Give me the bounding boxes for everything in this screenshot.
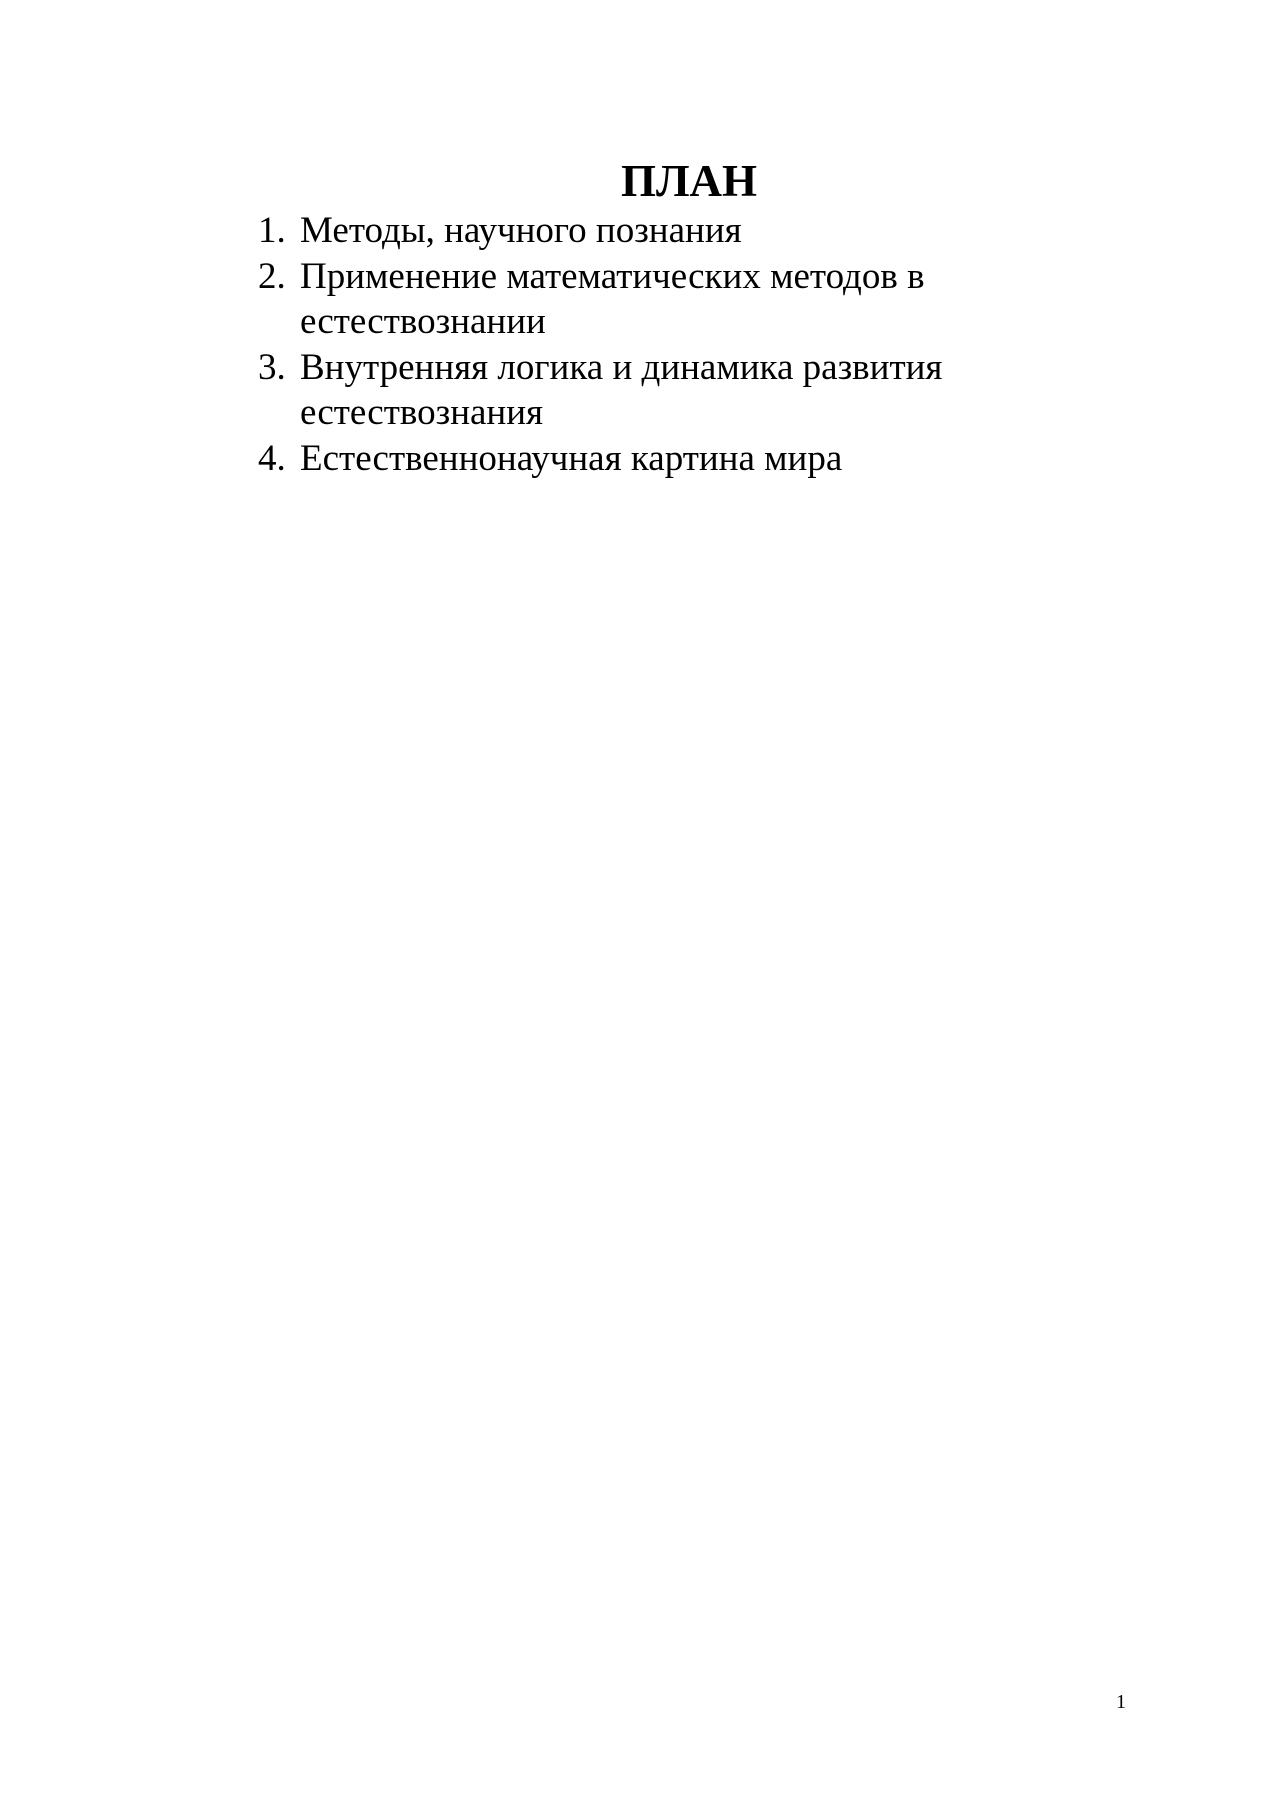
list-item-number: 3. xyxy=(258,346,286,388)
list-item-text: Применение математических методов в естествознании xyxy=(300,255,925,342)
list-item-text: Внутренняя логика и динамика развития естествознания xyxy=(300,346,943,433)
page-number: 1 xyxy=(1116,1691,1126,1713)
list-item-number: 2. xyxy=(258,255,286,297)
list-item-number: 1. xyxy=(258,210,286,251)
list-item xyxy=(258,345,1018,436)
list-item xyxy=(258,436,1018,482)
list-item-text: Методы, научного познания xyxy=(300,210,742,251)
list-item xyxy=(258,254,1018,345)
list-item-number: 4. xyxy=(258,437,286,479)
page-title: ПЛАН xyxy=(620,156,758,206)
plan-list xyxy=(258,208,1018,481)
list-item-text: Естественнонаучная картина мира xyxy=(300,437,843,479)
list-item xyxy=(258,208,1018,254)
